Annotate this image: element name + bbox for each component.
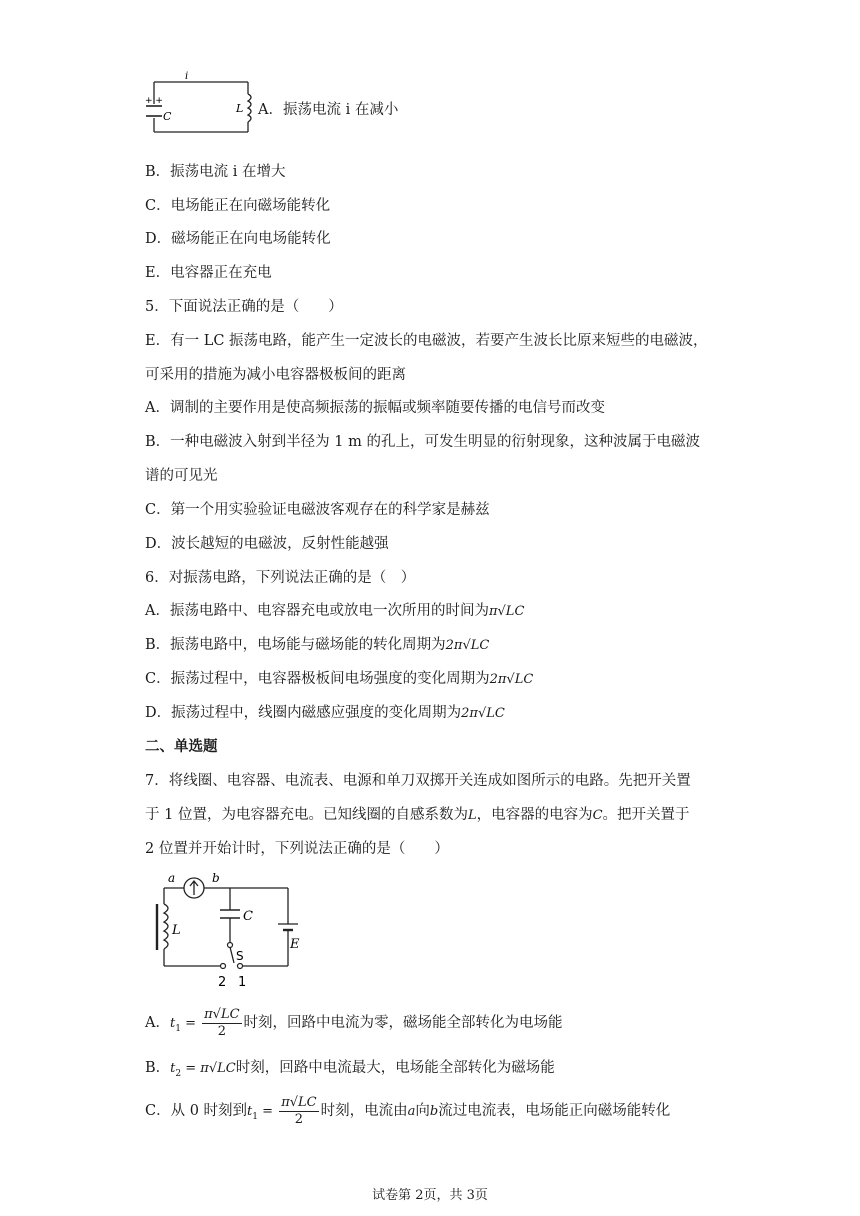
q6-option-d-text: D．振荡过程中，线圈内磁感应强度的变化周期为: [145, 705, 462, 721]
fig1-label-C: C: [163, 110, 172, 123]
q5-option-e-line1: E．有一 LC 振荡电路，能产生一定波长的电磁波，若要产生波长比原来短些的电磁波，: [145, 333, 708, 349]
fig1-label-L: L: [236, 102, 244, 115]
q7-c-denominator: 2: [294, 1111, 304, 1127]
q7-c-a: a: [407, 1104, 416, 1119]
page-footer: 试卷第 2页，共 3页: [372, 1188, 488, 1203]
q7-option-c-prefix: C．从 0 时刻到: [145, 1103, 248, 1119]
q7-a-fraction: [202, 1007, 241, 1040]
q7-line2-text: 于 1 位置，为电容器充电。已知线圈的自感系数为: [145, 807, 468, 823]
q5-option-d: D．波长越短的电磁波，反射性能越强: [145, 536, 389, 552]
q7-b-sub: 2: [175, 1068, 182, 1079]
fig2-label-1: 1: [238, 975, 247, 990]
q4-option-c: C．电场能正在向磁场能转化: [145, 198, 331, 214]
q7-stem-line1: 7．将线圈、电容器、电流表、电源和单刀双掷开关连成如图所示的电路。先把开关置: [145, 773, 691, 789]
q7-option-b-text: 时刻，回路中电流最大，电场能全部转化为磁场能: [235, 1060, 555, 1076]
q5-option-a: A．调制的主要作用是使高频振荡的振幅或频率随要传播的电信号而改变: [145, 400, 605, 416]
q6-option-d-formula: 2π√LC: [461, 706, 505, 721]
section-title: 二、单选题: [145, 738, 218, 755]
q7-option-c: [145, 1094, 670, 1134]
fig1-label-plus: + +: [145, 96, 163, 106]
q7-a-denominator: 2: [217, 1023, 226, 1039]
q5-option-b-line2: 谱的可见光: [145, 468, 218, 484]
q4-option-d: D．磁场能正在向电场能转化: [145, 231, 331, 247]
q7-c-fraction: [279, 1095, 318, 1128]
q7-option-c-text3: 流过电流表，电场能正向磁场能转化: [438, 1103, 671, 1119]
fig2-label-a: a: [168, 871, 176, 885]
q5-option-b-line1: B．一种电磁波入射到半径为 1 m 的孔上，可发生明显的衍射现象，这种波属于电磁波: [145, 434, 700, 450]
q7-option-c-text2: 向: [415, 1103, 430, 1119]
q6-option-a-formula: π√LC: [488, 604, 525, 619]
q6-option-b: [145, 635, 489, 656]
q6-option-b-formula: 2π√LC: [445, 638, 490, 653]
q7-c-eq: =: [258, 1104, 278, 1119]
q6-option-a: [145, 601, 524, 622]
q7-option-c-text1: 时刻，电流由: [320, 1103, 408, 1119]
lc-circuit-figure: [140, 70, 260, 142]
fig2-label-2: 2: [218, 975, 227, 990]
q6-option-c: [145, 669, 533, 690]
fig1-label-i: i: [185, 71, 189, 82]
q6-option-c-text: C．振荡过程中，电容器极板间电场强度的变化周期为: [145, 671, 490, 687]
q7-line2-L: L: [467, 808, 477, 823]
q7-line2-C: C: [592, 808, 603, 823]
fig2-label-L: L: [172, 923, 181, 938]
q7-b-eq: = π√LC: [181, 1061, 236, 1076]
q6-option-c-formula: 2π√LC: [489, 672, 534, 687]
q7-a-numerator: π√LC: [204, 1006, 240, 1022]
q7-stem-line2: [145, 805, 690, 826]
q7-line2-mid: ，电容器的电容为: [476, 807, 593, 823]
q6-option-a-text: A．振荡电路中、电容器充电或放电一次所用的时间为: [145, 603, 489, 619]
q7-a-sub: 1: [175, 1023, 181, 1034]
q7-option-a: [145, 1006, 563, 1046]
q7-c-numerator: π√LC: [281, 1094, 317, 1110]
q4-option-b: B．振荡电流 i 在增大: [145, 164, 286, 180]
q4-option-a: A．振荡电流 i 在减小: [258, 102, 399, 118]
q7-line2-end: 。把开关置于: [602, 807, 690, 823]
q5-option-e-line2: 可采用的措施为减小电容器极板间的距离: [145, 367, 406, 383]
q6-stem: 6．对振荡电路，下列说法正确的是（ ）: [145, 570, 416, 586]
q6-option-d: [145, 703, 505, 724]
q6-option-b-text: B．振荡电路中，电场能与磁场能的转化周期为: [145, 637, 446, 653]
fig2-label-E: E: [290, 937, 300, 952]
q5-option-c: C．第一个用实验验证电磁波客观存在的科学家是赫兹: [145, 502, 490, 518]
q7-stem-line3: 2 位置并开始计时，下列说法正确的是（ ）: [145, 841, 449, 857]
q7-c-sub: 1: [252, 1111, 259, 1122]
fig2-label-b: b: [212, 871, 220, 885]
q5-stem: 5．下面说法正确的是（ ）: [145, 299, 343, 315]
q7-c-t: t: [247, 1104, 253, 1119]
switch-circuit-figure: [148, 868, 308, 996]
q7-option-b-prefix: B．: [145, 1060, 171, 1076]
fig2-label-C: C: [243, 909, 253, 924]
q7-a-eq: =: [180, 1016, 201, 1031]
q7-c-b: b: [429, 1104, 439, 1119]
q7-option-a-text: 时刻，回路中电流为零，磁场能全部转化为电场能: [243, 1015, 563, 1031]
q7-b-t: t: [170, 1061, 176, 1076]
q4-option-e: E．电容器正在充电: [145, 265, 272, 281]
q7-option-a-prefix: A．: [145, 1015, 170, 1031]
fig2-label-S: S: [236, 949, 244, 963]
q7-a-t: t: [169, 1016, 176, 1031]
q7-option-b: [145, 1058, 555, 1084]
